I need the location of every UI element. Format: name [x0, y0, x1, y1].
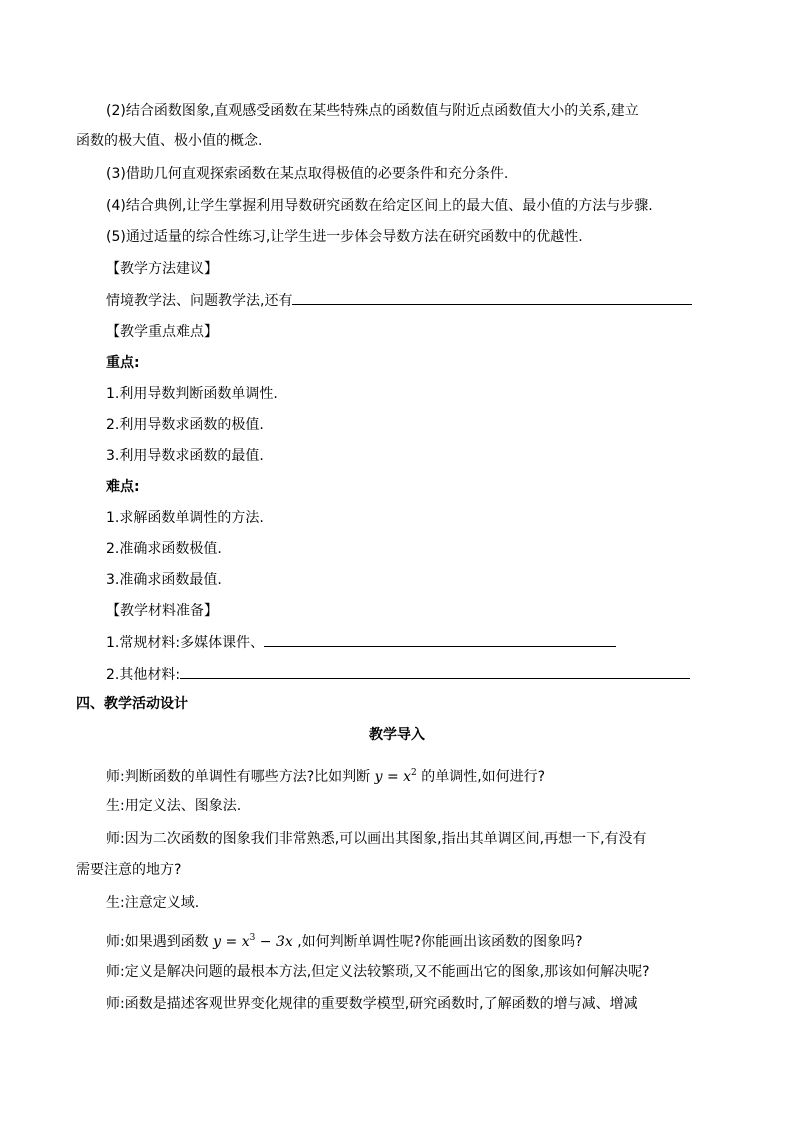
- materials-heading: 【教学材料准备】: [106, 603, 218, 619]
- materials-blank-2[interactable]: [180, 664, 690, 679]
- dialog-q1-formula-base: y = x: [374, 769, 412, 785]
- materials-item-1-label: 1.常规材料:多媒体课件、: [106, 635, 265, 651]
- objective-2-line2: 函数的极大值、极小值的概念.: [76, 133, 263, 149]
- dialog-q3-after: ,如何判断单调性呢?你能画出该函数的图象吗?: [292, 934, 583, 950]
- dialog-q3: [106, 928, 583, 952]
- zhongdian-item-1: 1.利用导数判断函数单调性.: [106, 386, 278, 402]
- dialog-q3-before: 师:如果遇到函数: [106, 934, 214, 950]
- dialog-q4: 师:定义是解决问题的最根本方法,但定义法较繁琐,又不能画出它的图象,那该如何解决呢?: [106, 964, 650, 980]
- materials-item-2-label: 2.其他材料:: [106, 667, 181, 683]
- methods-text: [106, 290, 692, 311]
- zhongdian-label: 重点:: [106, 355, 140, 371]
- objective-4: (4)结合典例,让学生掌握利用导数研究函数在给定区间上的最大值、最小值的方法与步骤.: [106, 198, 653, 214]
- methods-heading: 【教学方法建议】: [106, 261, 218, 277]
- dialog-q5: 师:函数是描述客观世界变化规律的重要数学模型,研究函数时,了解函数的增与减、增减: [106, 996, 638, 1012]
- dialog-q3-formula-exp: 3: [249, 933, 256, 943]
- nandian-item-2: 2.准确求函数极值.: [106, 541, 222, 557]
- dialog-q1: [106, 763, 545, 787]
- dialog-a1: 生:用定义法、图象法.: [106, 798, 242, 814]
- subheading: 教学导入: [369, 727, 425, 743]
- objective-3: (3)借助几何直观探索函数在某点取得极值的必要条件和充分条件.: [106, 166, 509, 182]
- dialog-q2-line1: 师:因为二次函数的图象我们非常熟悉,可以画出其图象,指出其单调区间,再想一下,有没有: [106, 831, 647, 847]
- objective-5: (5)通过适量的综合性练习,让学生进一步体会导数方法在研究函数中的优越性.: [106, 229, 583, 245]
- dialog-q3-formula-a: y = x: [213, 934, 250, 950]
- dialog-q1-formula: [375, 769, 417, 785]
- zhongdian-item-2: 2.利用导数求函数的极值.: [106, 417, 264, 433]
- dialog-q1-formula-exp: 2: [411, 768, 417, 778]
- materials-blank-1[interactable]: [264, 632, 616, 647]
- objective-2-line1: (2)结合函数图象,直观感受函数在某些特殊点的函数值与附近点函数值大小的关系,建立: [106, 103, 639, 119]
- methods-blank[interactable]: [292, 290, 692, 305]
- materials-item-1: [106, 632, 616, 653]
- dialog-q3-formula: [213, 934, 293, 950]
- nandian-label: 难点:: [106, 479, 140, 495]
- dialog-q1-after: 的单调性,如何进行?: [416, 769, 546, 785]
- dialog-q3-formula-b: − 3x: [255, 934, 293, 950]
- key-points-heading: 【教学重点难点】: [106, 324, 218, 340]
- section-heading: 四、教学活动设计: [76, 696, 188, 712]
- dialog-q1-before: 师:判断函数的单调性有哪些方法?比如判断: [106, 769, 375, 785]
- methods-text-label: 情境教学法、问题教学法,还有: [106, 293, 293, 309]
- nandian-item-3: 3.准确求函数最值.: [106, 572, 222, 588]
- zhongdian-item-3: 3.利用导数求函数的最值.: [106, 448, 264, 464]
- materials-item-2: [106, 664, 690, 685]
- dialog-a2: 生:注意定义域.: [106, 895, 200, 911]
- dialog-q2-line2: 需要注意的地方?: [76, 862, 182, 878]
- nandian-item-1: 1.求解函数单调性的方法.: [106, 510, 264, 526]
